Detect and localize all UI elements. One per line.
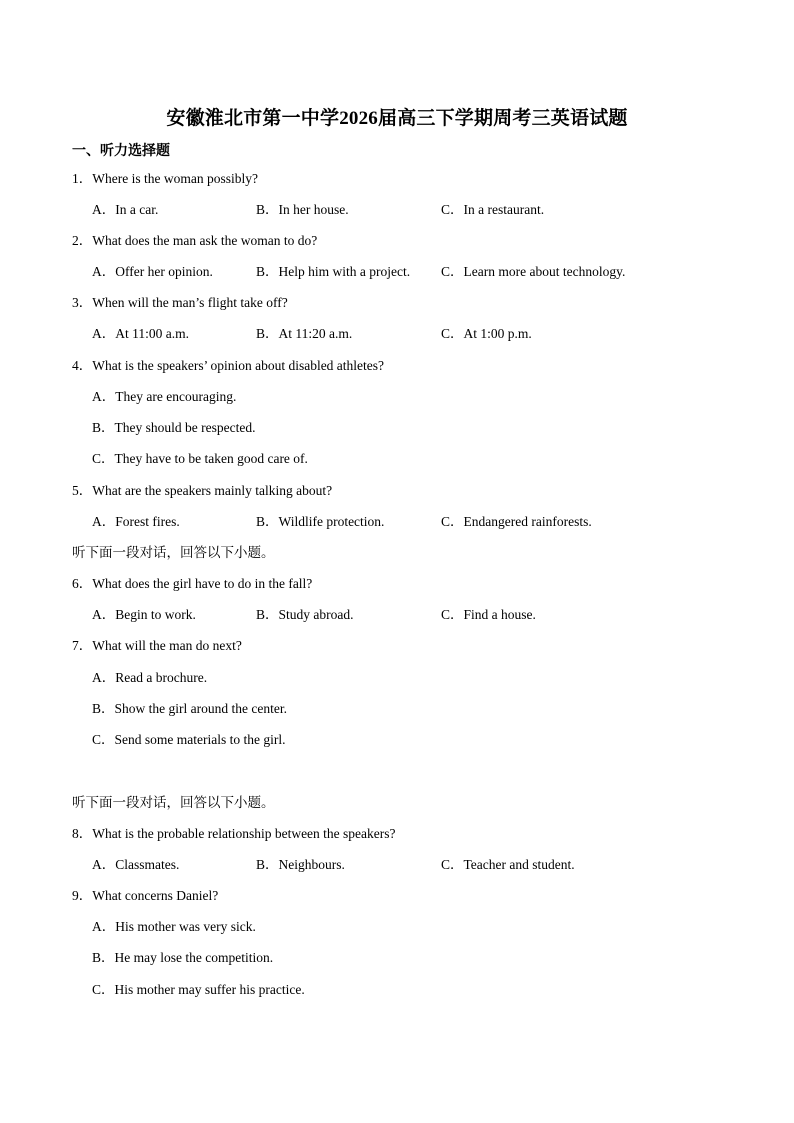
- q2-option-a: A．Offer her opinion.: [92, 264, 213, 279]
- q8-option-a: A．Classmates.: [92, 857, 180, 872]
- question-1: 1．Where is the woman possibly?: [72, 171, 258, 186]
- q7-option-b: B．Show the girl around the center.: [92, 701, 287, 716]
- q9-option-c: C．His mother may suffer his practice.: [92, 982, 305, 997]
- q6-option-a: A．Begin to work.: [92, 607, 196, 622]
- q1-option-c: C．In a restaurant.: [441, 202, 545, 217]
- q1-option-b: B．In her house.: [256, 202, 349, 217]
- q5-option-b: B．Wildlife protection.: [256, 514, 385, 529]
- q9-option-b: B．He may lose the competition.: [92, 950, 274, 965]
- dialogue-note: 听下面一段对话，回答以下小题。: [72, 795, 275, 810]
- question-9: 9．What concerns Daniel?: [72, 888, 219, 903]
- question-2: 2．What does the man ask the woman to do?: [72, 233, 318, 248]
- q8-option-c: C．Teacher and student.: [441, 857, 575, 872]
- q4-option-c: C．They have to be taken good care of.: [92, 451, 308, 466]
- q8-option-b: B．Neighbours.: [256, 857, 345, 872]
- q6-option-c: C．Find a house.: [441, 607, 536, 622]
- dialogue-note: 听下面一段对话，回答以下小题。: [72, 545, 275, 560]
- q4-option-b: B．They should be respected.: [92, 420, 256, 435]
- section-heading: 一、听力选择题: [72, 144, 170, 159]
- question-6: 6．What does the girl have to do in the fall?: [72, 576, 313, 591]
- q3-option-c: C．At 1:00 p.m.: [441, 326, 532, 341]
- q7-option-a: A．Read a brochure.: [92, 670, 208, 685]
- q4-option-a: A．They are encouraging.: [92, 389, 237, 404]
- q5-option-c: C．Endangered rainforests.: [441, 514, 592, 529]
- question-4: 4．What is the speakers’ opinion about disabled athletes?: [72, 358, 385, 373]
- q5-option-a: A．Forest fires.: [92, 514, 180, 529]
- q3-option-b: B．At 11:20 a.m.: [256, 326, 353, 341]
- q9-option-a: A．His mother was very sick.: [92, 919, 256, 934]
- q2-option-c: C．Learn more about technology.: [441, 264, 626, 279]
- q3-option-a: A．At 11:00 a.m.: [92, 326, 189, 341]
- q6-option-b: B．Study abroad.: [256, 607, 354, 622]
- q7-option-c: C．Send some materials to the girl.: [92, 732, 286, 747]
- question-8: 8．What is the probable relationship between the speakers?: [72, 826, 396, 841]
- question-5: 5．What are the speakers mainly talking about?: [72, 483, 333, 498]
- question-7: 7．What will the man do next?: [72, 638, 242, 653]
- question-3: 3．When will the man’s flight take off?: [72, 295, 288, 310]
- page-title: 安徽淮北市第一中学2026届高三下学期周考三英语试题: [166, 108, 628, 129]
- q1-option-a: A．In a car.: [92, 202, 159, 217]
- q2-option-b: B．Help him with a project.: [256, 264, 411, 279]
